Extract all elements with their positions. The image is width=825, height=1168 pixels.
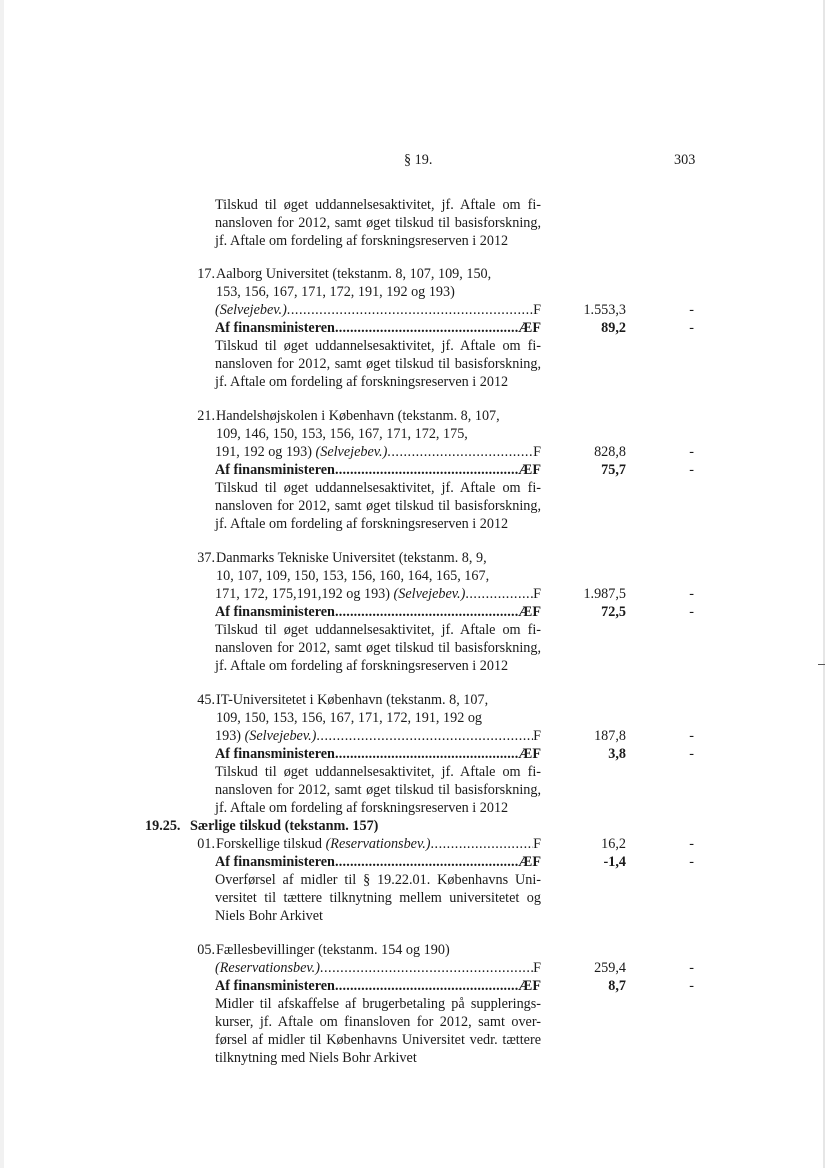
item-title-line: Fællesbevillinger (tekstanm. 154 og 190) [216,942,450,958]
item-leader-line [215,960,541,977]
item-amount: 187,8 [594,728,626,744]
item-leader-line [215,444,541,461]
item-title-text: 191, 192 og 193) [215,444,316,460]
finance-label: Af finansministeren [215,854,335,870]
item-dash: - [689,302,694,318]
item-title-line: Handelshøjskolen i København (tekstanm. 8, 107, [216,408,500,424]
note-line: Tilskud til øget uddannelsesaktivitet, jf. Aftale om fi- [215,764,541,780]
note-line: Overførsel af midler til § 19.22.01. Københavns Uni- [215,872,541,888]
finance-amount: 72,5 [601,604,626,620]
note-line: Niels Bohr Arkivet [215,908,323,924]
item-number: 01. [197,836,215,852]
item-title-line: 109, 146, 150, 153, 156, 167, 171, 172, 175, [216,426,468,442]
finance-mark: ÆF [518,320,541,336]
dot-leader [335,462,518,479]
item-title-line: IT-Universitetet i København (tekstanm. 8, 107, [216,692,489,708]
finance-amount: 89,2 [601,320,626,336]
item-dash: - [689,728,694,744]
item-title-line: 10, 107, 109, 150, 153, 156, 160, 164, 165, 167, [216,568,490,584]
finance-leader-line [215,320,541,337]
note-line: Tilskud til øget uddannelsesaktivitet, jf. Aftale om fi- [215,622,541,638]
finance-label: Af finansministeren [215,462,335,478]
dot-leader [320,960,533,977]
finance-amount: 8,7 [608,978,626,994]
item-title-line: Danmarks Tekniske Universitet (tekstanm. 8, 9, [216,550,487,566]
finance-label: Af finansministeren [215,320,335,336]
finance-leader-line [215,746,541,763]
scan-left-edge [0,0,4,1168]
section-number: 19.25. [145,818,181,834]
dot-leader [387,444,533,461]
note-line: Midler til afskaffelse af brugerbetaling på supplerings- [215,996,541,1012]
item-amount: 828,8 [594,444,626,460]
note-line: jf. Aftale om fordeling af forskningsreserven i 2012 [215,233,509,249]
note-line: versitet til tættere tilknytning mellem universitetet og [215,890,541,906]
item-title-text: Forskellige tilskud [216,836,326,852]
dot-leader [316,728,533,745]
item-leader-line [216,836,541,853]
item-number: 17. [197,266,215,282]
note-line: kurser, jf. Aftale om finansloven for 2012, samt over- [215,1014,541,1030]
finance-dash: - [689,746,694,762]
finance-label: Af finansministeren [215,746,335,762]
note-line: Tilskud til øget uddannelsesaktivitet, jf. Aftale om fi- [215,197,541,213]
finance-mark: ÆF [518,462,541,478]
finance-amount: 3,8 [608,746,626,762]
item-mark: F [533,728,541,744]
section-reference: § 19. [404,152,433,168]
item-title-line: Aalborg Universitet (tekstanm. 8, 107, 109, 150, [216,266,492,282]
finance-dash: - [689,462,694,478]
note-line: nansloven for 2012, samt øget tilskud til basisforskning, [215,215,541,231]
item-mark: F [533,960,541,976]
finance-leader-line [215,978,541,995]
item-status: (Selvejebev.) [244,728,317,744]
item-amount: 1.553,3 [583,302,626,318]
finance-mark: ÆF [518,604,541,620]
item-leader-line [215,586,541,603]
dot-leader [465,586,533,603]
note-line: førsel af midler til Københavns Universitet vedr. tættere [215,1032,541,1048]
finance-leader-line [215,604,541,621]
dot-leader [335,604,518,621]
dot-leader [287,302,533,319]
note-line: nansloven for 2012, samt øget tilskud til basisforskning, [215,498,541,514]
finance-dash: - [689,320,694,336]
item-number: 21. [197,408,215,424]
item-number: 05. [197,942,215,958]
page-number: 303 [674,152,696,168]
item-amount: 1.987,5 [583,586,626,602]
item-status: (Selvejebev.) [315,444,388,460]
item-status: (Selvejebev.) [215,302,287,318]
finance-mark: ÆF [518,978,541,994]
dot-leader [430,836,533,853]
item-status: (Reservationsbev.) [215,960,320,976]
note-line: Tilskud til øget uddannelsesaktivitet, jf. Aftale om fi- [215,338,541,354]
finance-label: Af finansministeren [215,604,335,620]
section-title: Særlige tilskud (tekstanm. 157) [190,818,379,834]
dot-leader [335,746,518,763]
finance-dash: - [689,854,694,870]
item-number: 37. [197,550,215,566]
item-mark: F [533,586,541,602]
finance-mark: ÆF [518,746,541,762]
finance-amount: -1,4 [603,854,626,870]
note-line: jf. Aftale om fordeling af forskningsreserven i 2012 [215,374,509,390]
item-title-line: 109, 150, 153, 156, 167, 171, 172, 191, 192 og [216,710,483,726]
item-status: (Selvejebev.) [393,586,466,602]
item-leader-line [215,728,541,745]
finance-dash: - [689,604,694,620]
dot-leader [335,854,518,871]
note-line: nansloven for 2012, samt øget tilskud til basisforskning, [215,782,541,798]
note-line: jf. Aftale om fordeling af forskningsreserven i 2012 [215,516,509,532]
item-dash: - [689,444,694,460]
finance-leader-line [215,462,541,479]
scan-edge-mark [818,664,825,665]
dot-leader [335,978,518,995]
item-title-text: 193) [215,728,245,744]
note-line: tilknytning med Niels Bohr Arkivet [215,1050,417,1066]
item-dash: - [689,586,694,602]
item-amount: 16,2 [601,836,626,852]
item-mark: F [533,444,541,460]
note-line: jf. Aftale om fordeling af forskningsreserven i 2012 [215,658,509,674]
item-number: 45. [197,692,215,708]
finance-leader-line [215,854,541,871]
item-amount: 259,4 [594,960,626,976]
item-title-text: 171, 172, 175,191,192 og 193) [215,586,394,602]
note-line: nansloven for 2012, samt øget tilskud til basisforskning, [215,640,541,656]
finance-dash: - [689,978,694,994]
note-line: jf. Aftale om fordeling af forskningsreserven i 2012 [215,800,509,816]
dot-leader [335,320,518,337]
note-line: Tilskud til øget uddannelsesaktivitet, jf. Aftale om fi- [215,480,541,496]
item-mark: F [533,302,541,318]
item-title-line: 153, 156, 167, 171, 172, 191, 192 og 193) [216,284,455,300]
finance-label: Af finansministeren [215,978,335,994]
finance-amount: 75,7 [601,462,626,478]
item-mark: F [533,836,541,852]
item-dash: - [689,836,694,852]
finance-mark: ÆF [518,854,541,870]
item-leader-line [215,302,541,319]
item-status: (Reservationsbev.) [325,836,431,852]
item-dash: - [689,960,694,976]
note-line: nansloven for 2012, samt øget tilskud til basisforskning, [215,356,541,372]
